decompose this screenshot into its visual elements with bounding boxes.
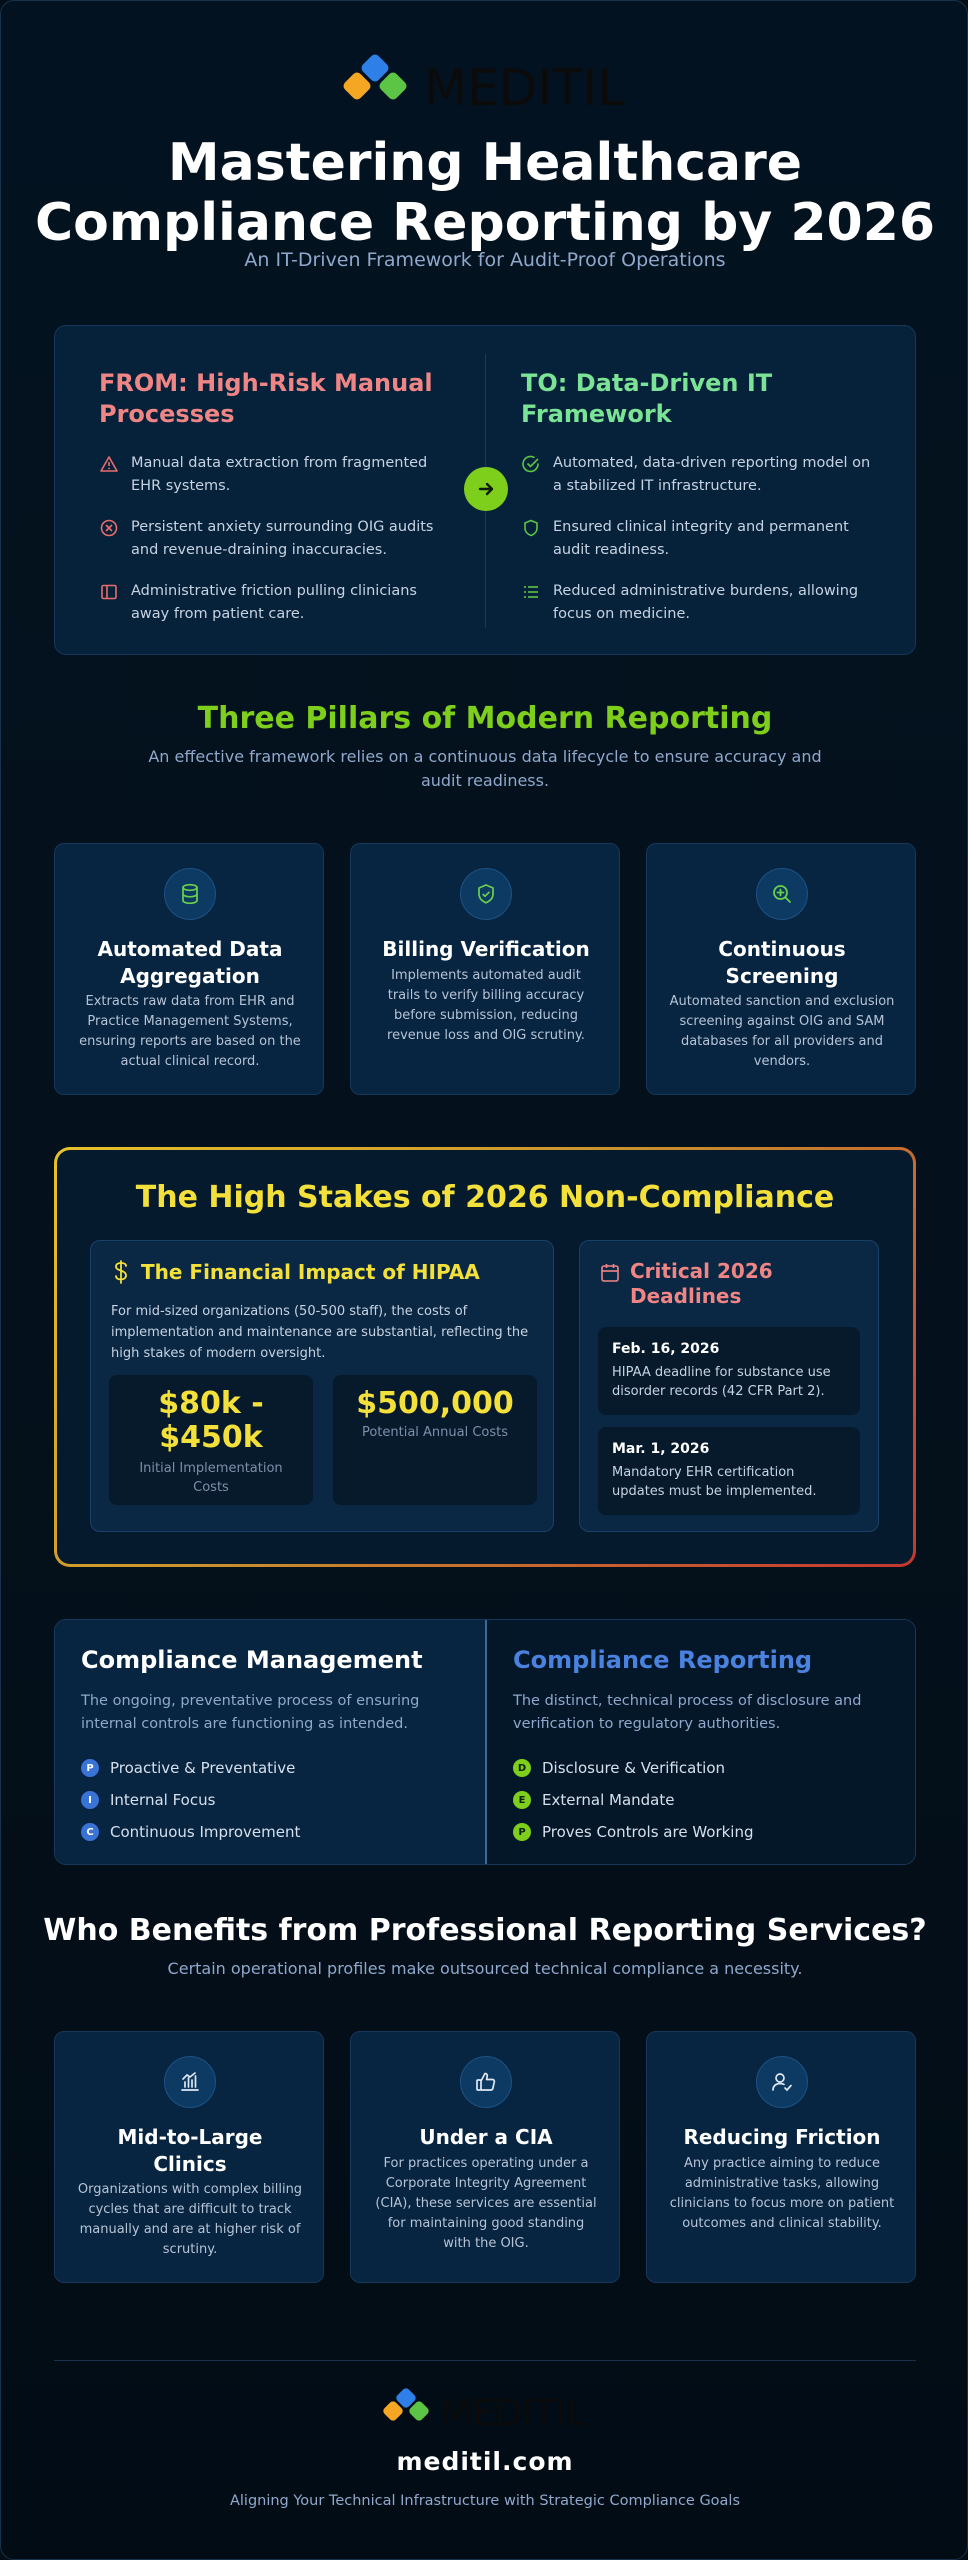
benefit-card	[350, 2031, 620, 2283]
from-item	[99, 516, 459, 562]
thumbs-up-icon	[460, 2056, 512, 2108]
to-item	[521, 452, 881, 498]
shield-check-icon	[460, 868, 512, 920]
to-item-text: Reduced administrative burdens, allowing focus on medicine.	[553, 583, 859, 622]
reporting-item	[513, 1784, 754, 1816]
deadline-date: Feb. 16, 2026	[612, 1341, 720, 1357]
benefit-title: Under a CIA	[419, 2125, 553, 2149]
stakes-title: The High Stakes of 2026 Non-Compliance	[135, 1180, 835, 1215]
brand-logo-mark-icon	[340, 53, 630, 119]
pillar-text: Extracts raw data from EHR and Practice Management Systems, ensuring reports are based on the actual clinical record.	[79, 994, 301, 1069]
financial-heading: The Financial Impact of HIPAA	[141, 1260, 480, 1284]
management-vs-reporting-panel	[54, 1619, 916, 1865]
pillar-title: Billing Verification	[382, 937, 590, 961]
letter-badge: P	[513, 1823, 531, 1841]
benefit-card	[646, 2031, 916, 2283]
financial-text: For mid-sized organizations (50-500 staff), the costs of implementation and maintenance are substantial, reflecting the high stakes of modern oversight.	[111, 1304, 529, 1361]
brand-logo-mark-icon	[381, 2387, 589, 2435]
pillar-title: Automated Data Aggregation	[97, 937, 283, 988]
pillar-card	[350, 843, 620, 1095]
to-item	[521, 516, 881, 562]
page-title-line-1: Mastering Healthcare	[167, 133, 803, 193]
pillar-card	[646, 843, 916, 1095]
footer-logo	[1, 2387, 968, 2435]
database-icon	[164, 868, 216, 920]
reporting-item	[513, 1816, 754, 1848]
deadlines-card	[579, 1240, 879, 1532]
from-item-text: Manual data extraction from fragmented EHR systems.	[131, 455, 428, 494]
reporting-text: The distinct, technical process of disclosure and verification to regulatory authorities.	[513, 1693, 862, 1732]
sidebar-panel-icon	[99, 582, 119, 602]
zoom-in-icon	[756, 868, 808, 920]
brand-logo-wordmark: MEDITIL	[441, 2393, 586, 2434]
header-logo	[1, 53, 968, 119]
stat-value: $80k - $450k	[158, 1386, 264, 1455]
brand-logo-wordmark: MEDITIL	[424, 59, 626, 117]
dollar-icon	[111, 1259, 131, 1285]
management-item	[81, 1816, 300, 1848]
stat-tile	[109, 1375, 313, 1505]
management-item-text: Proactive & Preventative	[110, 1759, 296, 1777]
to-column	[521, 368, 881, 644]
reporting-title: Compliance Reporting	[513, 1646, 813, 1674]
pillar-text: Automated sanction and exclusion screening against OIG and SAM databases for all providers and vendors.	[669, 994, 895, 1069]
stat-label: Initial Implementation Costs	[139, 1461, 283, 1495]
bar-chart-icon	[164, 2056, 216, 2108]
management-item	[81, 1752, 300, 1784]
from-to-panel	[54, 325, 916, 655]
letter-badge: I	[81, 1791, 99, 1809]
benefit-card	[54, 2031, 324, 2283]
management-item-text: Continuous Improvement	[110, 1823, 301, 1841]
deadline-text: Mandatory EHR certification updates must be implemented.	[612, 1465, 817, 1499]
benefit-text: For practices operating under a Corporate Integrity Agreement (CIA), these services are essential for maintaining good standing with the OIG.	[375, 2156, 597, 2251]
management-item	[81, 1784, 300, 1816]
x-circle-icon	[99, 518, 119, 538]
reporting-item-text: Proves Controls are Working	[542, 1823, 754, 1841]
letter-badge: E	[513, 1791, 531, 1809]
deadline-item	[598, 1427, 860, 1515]
from-item	[99, 580, 459, 626]
compliance-management-column	[55, 1620, 485, 1865]
stakes-panel	[54, 1147, 916, 1567]
calendar-icon	[600, 1262, 620, 1284]
reporting-item	[513, 1752, 754, 1784]
from-column	[99, 368, 459, 644]
deadlines-heading: Critical 2026 Deadlines	[630, 1259, 773, 1308]
arrow-right-icon	[464, 467, 508, 511]
benefit-title: Mid-to-Large Clinics	[117, 2125, 263, 2176]
from-item-text: Administrative friction pulling clinicians away from patient care.	[131, 583, 417, 622]
benefit-text: Any practice aiming to reduce administrative tasks, allowing clinicians to focus more on patient outcomes and clinical stability.	[669, 2156, 895, 2231]
benefit-text: Organizations with complex billing cycles that are difficult to track manually and are at higher risk of scrutiny.	[77, 2182, 303, 2257]
footer-divider	[54, 2360, 916, 2361]
reporting-item-text: External Mandate	[542, 1791, 675, 1809]
stat-value: $500,000	[356, 1386, 514, 1421]
letter-badge: P	[81, 1759, 99, 1777]
page-title-line-2: Compliance Reporting by 2026	[34, 193, 936, 253]
management-text: The ongoing, preventative process of ensuring internal controls are functioning as intended.	[81, 1693, 420, 1732]
benefits-description: Certain operational profiles make outsourced technical compliance a necessity.	[167, 1959, 803, 1978]
list-icon	[521, 582, 541, 602]
pillars-title: Three Pillars of Modern Reporting	[197, 701, 773, 736]
pillars-description: An effective framework relies on a continuous data lifecycle to ensure accuracy and audit readiness.	[148, 747, 822, 790]
pillar-text: Implements automated audit trails to verify billing accuracy before submission, reducing revenue loss and OIG scrutiny.	[387, 968, 585, 1043]
benefit-title: Reducing Friction	[683, 2125, 881, 2149]
deadline-date: Mar. 1, 2026	[612, 1441, 710, 1457]
footer-site-link[interactable]: meditil.com	[396, 2447, 574, 2476]
deadline-text: HIPAA deadline for substance use disorder records (42 CFR Part 2).	[612, 1365, 831, 1399]
compliance-reporting-column	[485, 1620, 916, 1865]
to-item-text: Ensured clinical integrity and permanent audit readiness.	[553, 519, 849, 558]
pillar-card	[54, 843, 324, 1095]
letter-badge: C	[81, 1823, 99, 1841]
from-heading: FROM: High-Risk Manual Processes	[99, 369, 433, 428]
check-circle-icon	[521, 454, 541, 474]
pillar-title: Continuous Screening	[718, 937, 846, 988]
from-item	[99, 452, 459, 498]
to-item	[521, 580, 881, 626]
from-item-text: Persistent anxiety surrounding OIG audits and revenue-draining inaccuracies.	[131, 519, 434, 558]
letter-badge: D	[513, 1759, 531, 1777]
page-title	[1, 133, 968, 253]
user-check-icon	[756, 2056, 808, 2108]
footer-tagline: Aligning Your Technical Infrastructure with Strategic Compliance Goals	[229, 2493, 741, 2509]
financial-impact-card	[90, 1240, 554, 1532]
management-title: Compliance Management	[81, 1646, 423, 1674]
benefits-title: Who Benefits from Professional Reporting Services?	[43, 1913, 927, 1948]
stat-tile	[333, 1375, 537, 1505]
reporting-item-text: Disclosure & Verification	[542, 1759, 726, 1777]
to-heading: TO: Data-Driven IT Framework	[521, 369, 773, 428]
stat-label: Potential Annual Costs	[361, 1425, 509, 1440]
shield-icon	[521, 518, 541, 538]
warning-triangle-icon	[99, 454, 119, 474]
page-subtitle: An IT-Driven Framework for Audit-Proof Operations	[244, 249, 726, 271]
to-item-text: Automated, data-driven reporting model on a stabilized IT infrastructure.	[553, 455, 871, 494]
management-item-text: Internal Focus	[110, 1791, 216, 1809]
deadline-item	[598, 1327, 860, 1415]
